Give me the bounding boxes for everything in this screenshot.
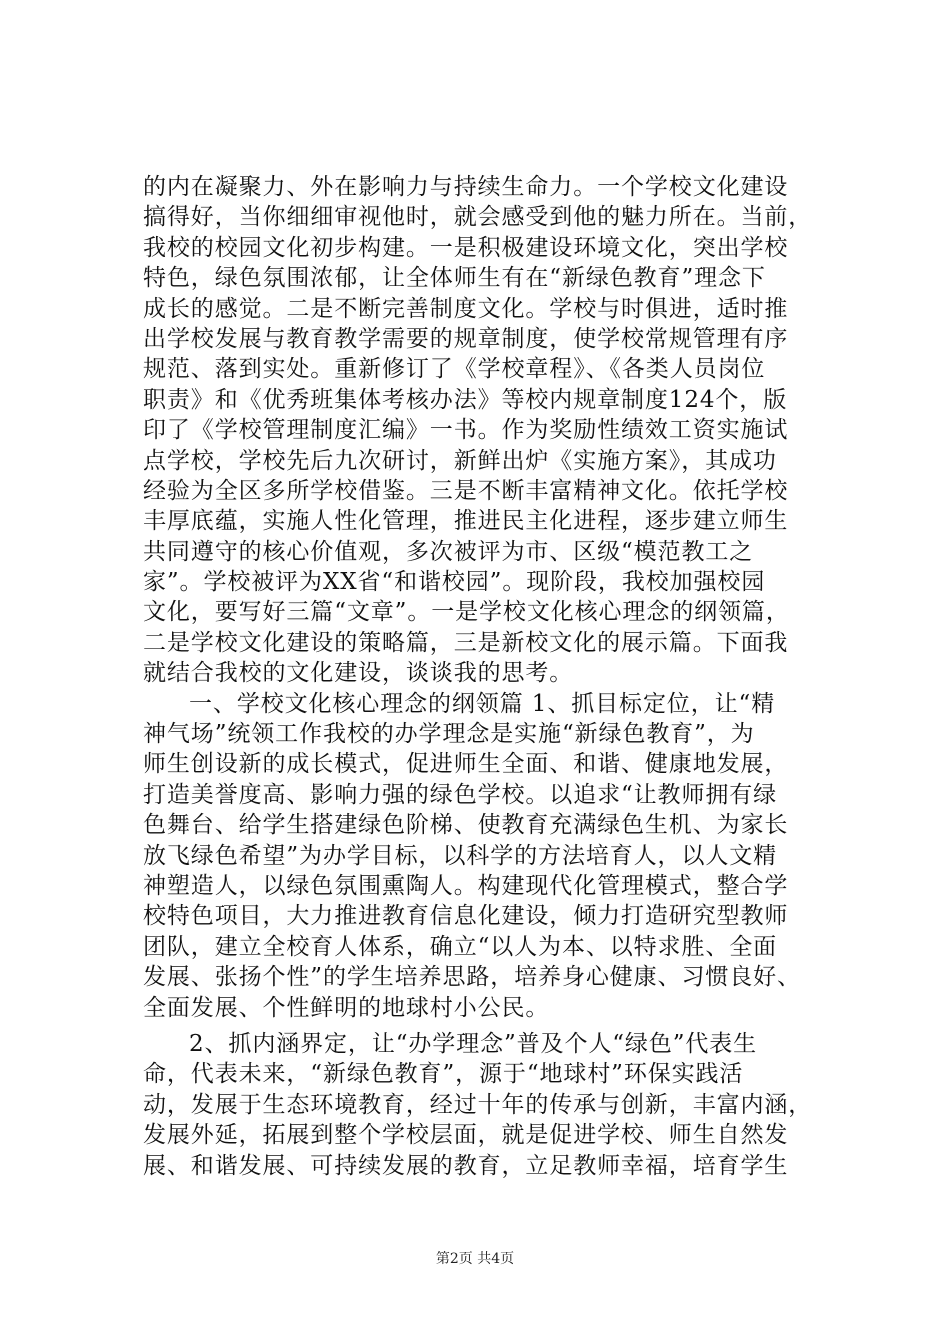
text-line: 发展外延，拓展到整个学校层面，就是促进学校、师生自然发 (143, 1122, 789, 1149)
text-line: 展、和谐发展、可持续发展的教育，立足教师幸福，培育学生 (143, 1152, 789, 1179)
text-line: 家”。学校被评为XX省“和谐校园”。现阶段，我校加强校园 (143, 569, 766, 596)
text-line: 色舞台、给学生搭建绿色阶梯、使教育充满绿色生机、为家长 (143, 812, 789, 839)
text-line: 命，代表未来，“新绿色教育”，源于“地球村”环保实践活 (143, 1061, 744, 1088)
text-line: 规范、落到实处。重新修订了《学校章程》、《各类人员岗位 (143, 356, 766, 383)
text-line: 全面发展、个性鲜明的地球村小公民。 (143, 994, 550, 1021)
text-line: 成长的感觉。二是不断完善制度文化。学校与时俱进，适时推 (143, 295, 789, 322)
text-line: 神气场”统领工作我校的办学理念是实施“新绿色教育”，为 (143, 721, 755, 748)
text-line: 点学校，学校先后九次研讨，新鲜出炉《实施方案》，其成功 (143, 447, 777, 474)
text-line: 校特色项目，大力推进教育信息化建设，倾力打造研究型教师 (143, 903, 789, 930)
text-line: 出学校发展与教育教学需要的规章制度，使学校常规管理有序 (143, 325, 789, 352)
text-line: 一、学校文化核心理念的纲领篇 1、抓目标定位，让“精 (189, 690, 776, 717)
text-line: 我校的校园文化初步构建。一是积极建设环境文化，突出学校 (143, 234, 789, 261)
text-line: 职责》和《优秀班集体考核办法》等校内规章制度124个，版 (143, 386, 788, 413)
text-line: 发展、张扬个性”的学生培养思路，培养身心健康、习惯良好、 (143, 964, 801, 991)
text-line: 师生创设新的成长模式，促进师生全面、和谐、健康地发展， (143, 751, 789, 778)
text-line: 团队，建立全校育人体系，确立“以人为本、以特求胜、全面 (143, 933, 778, 960)
paragraph (143, 1029, 829, 1181)
text-line: 共同遵守的核心价值观，多次被评为市、区级“模范教工之 (143, 538, 754, 565)
text-line: 文化，要写好三篇“文章”。一是学校文化核心理念的纲领篇， (143, 599, 790, 626)
text-line: 动，发展于生态环境教育，经过十年的传承与创新，丰富内涵， (143, 1091, 813, 1118)
text-line: 的内在凝聚力、外在影响力与持续生命力。一个学校文化建设 (143, 174, 789, 200)
paragraph (143, 172, 829, 689)
text-line: 经验为全区多所学校借鉴。三是不断丰富精神文化。依托学校 (143, 477, 789, 504)
text-line: 印了《学校管理制度汇编》一书。作为奖励性绩效工资实施试 (143, 417, 789, 444)
text-line: 2、抓内涵界定，让“办学理念”普及个人“绿色”代表生 (189, 1030, 758, 1057)
text-line: 特色，绿色氛围浓郁，让全体师生有在“新绿色教育”理念下 (143, 265, 766, 292)
text-line: 二是学校文化建设的策略篇，三是新校文化的展示篇。下面我 (143, 629, 789, 656)
text-line: 就结合我校的文化建设，谈谈我的思考。 (143, 660, 574, 687)
text-line: 丰厚底蕴，实施人性化管理，推进民主化进程，逐步建立师生 (143, 508, 789, 535)
paragraph (143, 689, 829, 1023)
document-body (143, 172, 829, 1181)
text-line: 打造美誉度高、影响力强的绿色学校。以追求“让教师拥有绿 (143, 781, 778, 808)
text-line: 搞得好，当你细细审视他时，就会感受到他的魅力所在。当前， (143, 204, 813, 231)
text-line: 放飞绿色希望”为办学目标，以科学的方法培育人，以人文精 (143, 842, 778, 869)
text-line: 神塑造人，以绿色氛围熏陶人。构建现代化管理模式，整合学 (143, 872, 789, 899)
page-footer: 第2页 共4页 (435, 1251, 515, 1267)
